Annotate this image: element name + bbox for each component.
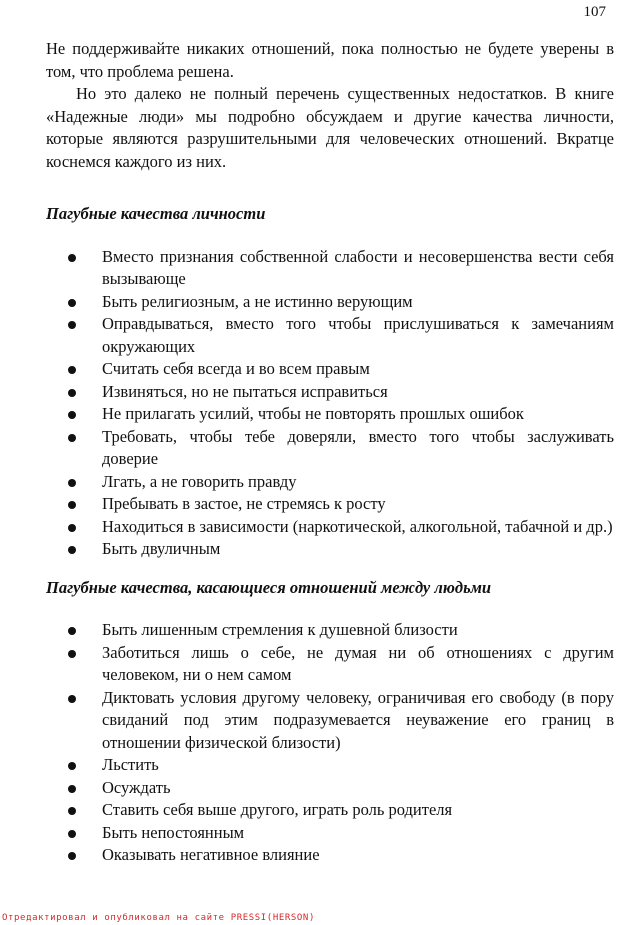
bullet-icon [68,852,76,860]
paragraph-summary: Но это далеко не полный перечень существенных недостатков. В книге «Надежные люди» мы подробно обсуждаем и другие качества личности, которые являются разрушительными для человеческих отношений. Вкратце коснемся каждого из них. [46,84,614,171]
list-item: Находиться в зависимости (наркотической, алкогольной, табачной и др.) [46,516,614,539]
bullet-icon [68,830,76,838]
list-item: Не прилагать усилий, чтобы не повторять прошлых ошибок [46,403,614,426]
list-item: Лгать, а не говорить правду [46,471,614,494]
bullet-icon [68,650,76,658]
page-number: 107 [583,4,606,20]
section-heading-personal: Пагубные качества личности [46,204,266,223]
list-item: Льстить [46,754,614,777]
list-item: Диктовать условия другому человеку, ограничивая его свободу (в пору свиданий под этим подразумевается неуважение его границ в отношении физической близости) [46,687,614,755]
list-item: Быть лишенным стремления к душевной близости [46,619,614,642]
list-item: Пребывать в застое, не стремясь к росту [46,493,614,516]
page-content [46,38,614,867]
list-item: Вместо признания собственной слабости и несовершенства вести себя вызывающе [46,246,614,291]
bullet-icon [68,389,76,397]
list-item: Осуждать [46,777,614,800]
bullet-icon [68,627,76,635]
list-item: Оправдываться, вместо того чтобы прислушиваться к замечаниям окружающих [46,313,614,358]
list-item: Быть двуличным [46,538,614,561]
list-item: Оказывать негативное влияние [46,844,614,867]
bullet-icon [68,366,76,374]
bullet-icon [68,695,76,703]
bullet-icon [68,434,76,442]
personal-qualities-list [46,246,614,561]
section-heading-relationships: Пагубные качества, касающиеся отношений между людьми [46,577,492,597]
bullet-icon [68,762,76,770]
bullet-icon [68,254,76,262]
bullet-icon [68,501,76,509]
bullet-icon [68,479,76,487]
bullet-icon [68,785,76,793]
list-item: Извиняться, но не пытаться исправиться [46,381,614,404]
list-item: Быть религиозным, а не истинно верующим [46,291,614,314]
bullet-icon [68,321,76,329]
list-item: Быть непостоянным [46,822,614,845]
bullet-icon [68,524,76,532]
relationship-qualities-list [46,619,614,867]
bullet-icon [68,411,76,419]
bullet-icon [68,546,76,554]
bullet-icon [68,807,76,815]
bullet-icon [68,299,76,307]
list-item: Считать себя всегда и во всем правым [46,358,614,381]
footer-credit: Отредактировал и опубликовал на сайте PRESSI(HERSON) [2,913,315,923]
paragraph-intro: Не поддерживайте никаких отношений, пока полностью не будете уверены в том, что проблема решена. [46,39,614,81]
list-item: Ставить себя выше другого, играть роль родителя [46,799,614,822]
list-item: Требовать, чтобы тебе доверяли, вместо того чтобы заслуживать доверие [46,426,614,471]
list-item: Заботиться лишь о себе, не думая ни об отношениях с другим человеком, ни о нем самом [46,642,614,687]
